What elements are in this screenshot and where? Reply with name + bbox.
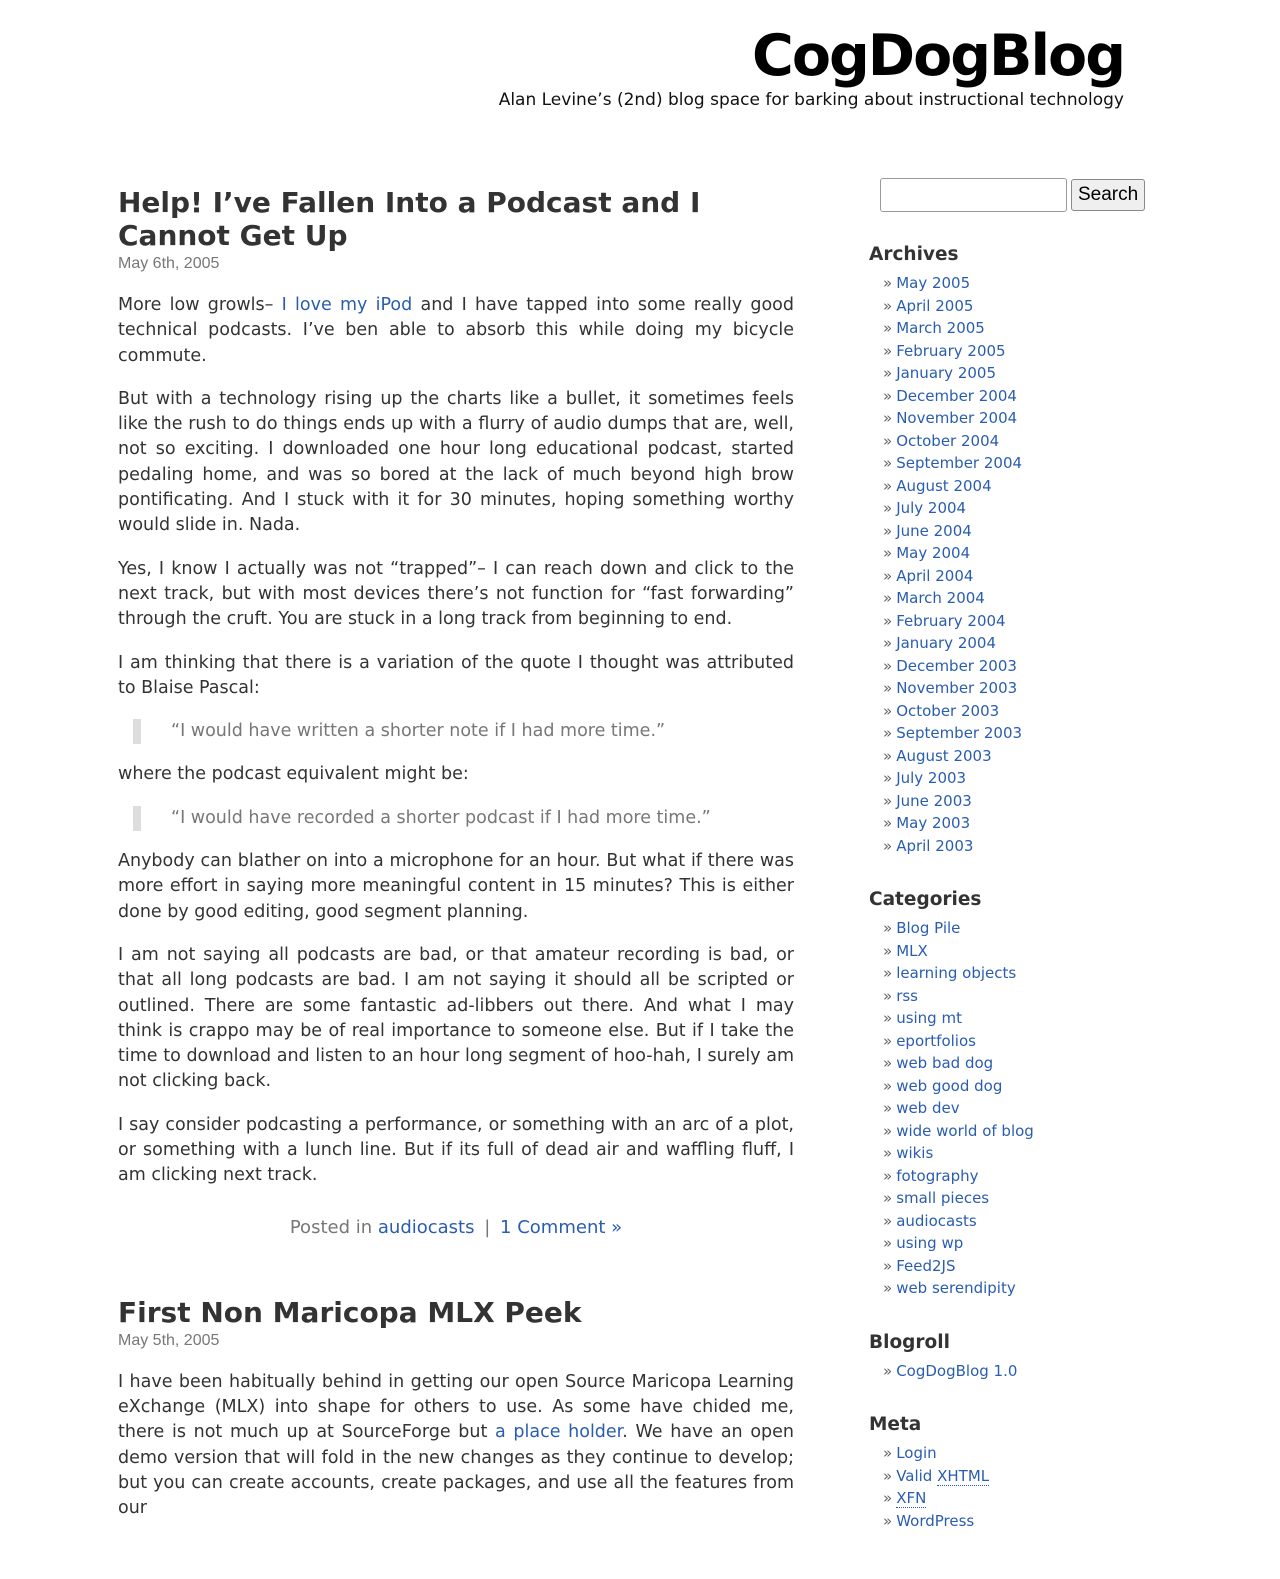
bullet-glyph: » — [883, 1489, 893, 1507]
category-item-link[interactable]: audiocasts — [896, 1211, 977, 1230]
bullet-glyph: » — [883, 791, 893, 810]
category-item-link[interactable]: wikis — [896, 1144, 934, 1162]
archives-list — [869, 272, 1169, 857]
post-entry — [118, 293, 794, 1189]
category-item — [883, 940, 1169, 963]
bullet-glyph: » — [883, 679, 893, 697]
blockquote — [133, 806, 794, 831]
valid-label: Valid — [896, 1466, 933, 1485]
category-item — [883, 985, 1169, 1008]
archive-item-link[interactable]: July 2003 — [896, 769, 967, 787]
category-item — [883, 1097, 1169, 1120]
archive-item-link[interactable]: December 2004 — [896, 386, 1017, 405]
bullet-glyph: » — [883, 1009, 893, 1027]
category-item-link[interactable]: fotography — [896, 1166, 979, 1185]
wordpress-link[interactable]: WordPress — [896, 1511, 975, 1530]
post-paragraph: Yes, I know I actually was not “trapped”– I can reach down and click to the next track, but with most devices there’s not function for “fast forwarding” through the cruft. You are stuck in a long track from beginning to end. — [118, 558, 794, 630]
post-paragraph — [118, 1370, 794, 1522]
category-item-link[interactable]: web serendipity — [896, 1279, 1016, 1297]
archive-item — [883, 610, 1169, 633]
archives-heading: Archives — [869, 244, 959, 265]
category-item — [883, 917, 1169, 940]
archive-item-link[interactable]: February 2004 — [896, 611, 1006, 630]
archive-item-link[interactable]: September 2003 — [896, 724, 1023, 742]
bullet-glyph: » — [883, 1361, 893, 1380]
archive-item-link[interactable]: January 2004 — [896, 634, 996, 652]
archive-item — [883, 295, 1169, 318]
archive-item-link[interactable]: September 2004 — [896, 454, 1023, 472]
sidebar — [869, 178, 1169, 1532]
archive-item-link[interactable]: March 2004 — [896, 589, 985, 607]
paragraph-text: I have been habitually behind in getting our open Source Maricopa Learning eXchange (MLX) into shape for others to use. As some have chided me, there is not much up at SourceForge but — [118, 1371, 794, 1443]
post-date: May 5th, 2005 — [118, 1331, 220, 1349]
archive-item-link[interactable]: November 2003 — [896, 679, 1018, 697]
post-title[interactable]: Help! I’ve Fallen Into a Podcast and I Cannot Get Up — [118, 186, 701, 252]
bullet-glyph: » — [883, 769, 893, 787]
bullet-glyph: » — [883, 701, 893, 720]
category-item — [883, 962, 1169, 985]
category-item-link[interactable]: learning objects — [896, 964, 1017, 982]
bullet-glyph: » — [883, 1054, 893, 1072]
bullet-glyph: » — [883, 1031, 893, 1050]
post-meta — [118, 1217, 794, 1238]
archive-item — [883, 565, 1169, 588]
bullet-glyph: » — [883, 1211, 893, 1230]
bullet-glyph: » — [883, 986, 893, 1005]
xfn-link[interactable] — [896, 1489, 926, 1508]
archive-item — [883, 722, 1169, 745]
post-paragraph — [118, 293, 794, 369]
post-paragraph: Anybody can blather on into a microphone for an hour. But what if there was more effort in saying more meaningful content in 15 minutes? This is either done by good editing, good segment planning. — [118, 851, 794, 922]
archive-item — [883, 475, 1169, 498]
category-item — [883, 1255, 1169, 1278]
posted-in-label: Posted in — [289, 1216, 373, 1238]
paragraph-text: and I have tapped into some really good technical podcasts. I’ve ben able to absorb this while doing my bicycle commute. — [118, 295, 795, 366]
category-item — [883, 1030, 1169, 1053]
bullet-glyph: » — [883, 814, 893, 832]
category-item-link[interactable]: wide world of blog — [896, 1121, 1034, 1140]
bullet-glyph: » — [883, 1466, 893, 1485]
bullet-glyph: » — [883, 836, 893, 855]
bullet-glyph: » — [883, 964, 893, 982]
post-paragraph: where the podcast equivalent might be: — [118, 764, 469, 785]
login-link[interactable]: Login — [896, 1444, 937, 1462]
archive-item — [883, 767, 1169, 790]
valid-xhtml-link[interactable] — [896, 1467, 989, 1486]
post-paragraph: I say consider podcasting a performance, or something with an arc of a plot, or something with a lunch line. But if its full of dead air and waffling fluff, I am clicking next track. — [118, 1114, 794, 1186]
bullet-glyph: » — [883, 611, 893, 630]
post-entry — [118, 1370, 794, 1522]
category-item — [883, 1277, 1169, 1300]
archives-widget — [869, 242, 1169, 857]
bullet-glyph: » — [883, 454, 893, 472]
archive-item-link[interactable]: August 2003 — [896, 746, 992, 765]
archive-item — [883, 700, 1169, 723]
archive-item — [883, 587, 1169, 610]
meta-heading: Meta — [869, 1414, 922, 1435]
category-item-link[interactable]: eportfolios — [896, 1031, 976, 1050]
meta-widget — [869, 1412, 1169, 1532]
blog-tagline: Alan Levine’s (2nd) blog space for barking about instructional technology — [498, 90, 1124, 110]
archive-item — [883, 407, 1169, 430]
bullet-glyph: » — [883, 341, 893, 360]
bullet-glyph: » — [883, 1189, 893, 1207]
bullet-glyph: » — [883, 476, 893, 495]
bullet-glyph: » — [883, 499, 893, 517]
archive-item — [883, 497, 1169, 520]
blockquote — [133, 719, 794, 744]
category-item — [883, 1232, 1169, 1255]
bullet-glyph: » — [883, 274, 893, 292]
archive-item-link[interactable]: October 2004 — [896, 431, 1000, 450]
categories-widget — [869, 887, 1169, 1300]
site-header — [0, 0, 1280, 130]
archive-item — [883, 362, 1169, 385]
category-item-link[interactable]: web bad dog — [896, 1054, 994, 1072]
archive-item-link[interactable]: June 2004 — [896, 521, 972, 540]
archive-item — [883, 632, 1169, 655]
bullet-glyph: » — [883, 1144, 893, 1162]
bullet-glyph: » — [883, 919, 893, 937]
meta-item — [883, 1442, 1169, 1465]
post-paragraph: I am not saying all podcasts are bad, or that amateur recording is bad, or that all long podcasts are bad. I am not saying it should all be scripted or outlined. There are some fantastic ad-libbers out there. And what I may think is crappo may be of real importance to someone else. But if I take the time to download and listen to an hour long segment of hoo-hah, I surely am not clicking back. — [118, 944, 794, 1092]
category-item-link[interactable]: using wp — [896, 1234, 964, 1252]
bullet-glyph: » — [883, 1256, 893, 1275]
meta-item — [883, 1487, 1169, 1510]
category-item-link[interactable]: small pieces — [896, 1189, 990, 1207]
blogroll-heading: Blogroll — [869, 1331, 950, 1353]
bullet-glyph: » — [883, 1121, 893, 1140]
category-link[interactable]: audiocasts — [377, 1216, 475, 1238]
bullet-glyph: » — [883, 589, 893, 607]
post-title[interactable]: First Non Maricopa MLX Peek — [118, 1295, 582, 1329]
category-item — [883, 1120, 1169, 1143]
post-paragraph: But with a technology rising up the charts like a bullet, it sometimes feels like the rush to do things ends up with a flurry of audio dumps that are, well, not so exciting. I downloaded one hour long educational podcast, started pedaling home, and was so bored at the lack of much beyond high brow pontificating. And I stuck with it for 30 minutes, hoping something worthy would slide in. Nada. — [118, 388, 794, 536]
archive-item-link[interactable]: November 2004 — [896, 409, 1018, 427]
meta-item — [883, 1510, 1169, 1533]
quote-text: “I would have recorded a shorter podcast if I had more time.” — [171, 807, 711, 828]
archive-item-link[interactable]: May 2004 — [896, 544, 971, 562]
archive-item — [883, 452, 1169, 475]
category-item — [883, 1165, 1169, 1188]
archive-item-link[interactable]: April 2005 — [896, 296, 974, 315]
paragraph-text: More low growls– — [118, 295, 282, 315]
archive-item — [883, 745, 1169, 768]
category-item — [883, 1075, 1169, 1098]
place-holder-link[interactable]: a place holder — [495, 1422, 623, 1443]
quote-text: “I would have written a shorter note if I had more time.” — [171, 721, 666, 742]
xhtml-abbr: XHTML — [937, 1466, 990, 1485]
bullet-glyph: » — [883, 364, 893, 382]
blogroll-item-link[interactable]: CogDogBlog 1.0 — [896, 1361, 1018, 1380]
bullet-glyph: » — [883, 656, 893, 675]
category-item-link[interactable]: web good dog — [896, 1076, 1003, 1095]
bullet-glyph: » — [883, 1444, 893, 1462]
category-item — [883, 1142, 1169, 1165]
bullet-glyph: » — [883, 746, 893, 765]
archive-item — [883, 520, 1169, 543]
search-form — [880, 178, 1169, 212]
post — [118, 186, 794, 1238]
bullet-glyph: » — [883, 634, 893, 652]
main-content — [118, 186, 794, 1579]
category-item-link[interactable]: web dev — [896, 1099, 960, 1117]
blogroll-item — [883, 1360, 1169, 1383]
bullet-glyph: » — [883, 1076, 893, 1095]
bullet-glyph: » — [883, 1234, 893, 1252]
bullet-glyph: » — [883, 1166, 893, 1185]
archive-item-link[interactable]: August 2004 — [896, 476, 992, 495]
bullet-glyph: » — [883, 409, 893, 427]
bullet-glyph: » — [883, 386, 893, 405]
bullet-glyph: » — [883, 431, 893, 450]
archive-item-link[interactable]: December 2003 — [896, 656, 1017, 675]
archive-item-link[interactable]: October 2003 — [896, 701, 1000, 720]
category-item-link[interactable]: using mt — [896, 1009, 962, 1027]
archive-item-link[interactable]: April 2003 — [896, 836, 974, 855]
categories-list — [869, 917, 1169, 1300]
archive-item-link[interactable]: April 2004 — [896, 566, 974, 585]
category-item-link[interactable]: Feed2JS — [896, 1256, 956, 1275]
bullet-glyph: » — [883, 1511, 893, 1530]
archive-item — [883, 835, 1169, 858]
archive-item — [883, 655, 1169, 678]
archive-item — [883, 677, 1169, 700]
bullet-glyph: » — [883, 1099, 893, 1117]
archive-item — [883, 542, 1169, 565]
archive-item — [883, 385, 1169, 408]
archive-item-link[interactable]: June 2003 — [896, 791, 972, 810]
archive-item — [883, 340, 1169, 363]
category-item-link[interactable]: Blog Pile — [896, 919, 961, 937]
paragraph-text: . We have an open demo version that will fold in the new changes as they continue to develop; but you can create accounts, create packages, and use all the features from our — [118, 1422, 794, 1519]
meta-separator: | — [484, 1216, 491, 1238]
bullet-glyph: » — [883, 566, 893, 585]
bullet-glyph: » — [883, 544, 893, 562]
xfn-abbr: XFN — [896, 1489, 927, 1507]
archive-item-link[interactable]: January 2005 — [896, 364, 996, 382]
meta-list — [869, 1442, 1169, 1532]
bullet-glyph: » — [883, 724, 893, 742]
blogroll-widget — [869, 1330, 1169, 1383]
post — [118, 1296, 794, 1522]
archive-item — [883, 317, 1169, 340]
search-input[interactable] — [880, 178, 1067, 212]
archive-item-link[interactable]: March 2005 — [896, 319, 985, 337]
bullet-glyph: » — [883, 296, 893, 315]
search-button[interactable]: Search — [1071, 179, 1145, 211]
meta-item — [883, 1465, 1169, 1488]
bullet-glyph: » — [883, 521, 893, 540]
bullet-glyph: » — [883, 941, 893, 960]
comments-link[interactable]: 1 Comment » — [500, 1216, 623, 1238]
ipod-link[interactable]: I love my iPod — [281, 295, 413, 315]
archive-item-link[interactable]: May 2005 — [896, 274, 971, 292]
post-date: May 6th, 2005 — [118, 255, 220, 272]
category-item-link[interactable]: rss — [896, 986, 918, 1005]
category-item — [883, 1052, 1169, 1075]
category-item-link[interactable]: MLX — [896, 941, 928, 960]
archive-item — [883, 430, 1169, 453]
categories-heading: Categories — [869, 889, 982, 910]
blog-title[interactable]: CogDogBlog — [751, 23, 1124, 89]
archive-item — [883, 272, 1169, 295]
archive-item-link[interactable]: May 2003 — [896, 814, 971, 832]
bullet-glyph: » — [883, 319, 893, 337]
category-item — [883, 1007, 1169, 1030]
archive-item-link[interactable]: July 2004 — [896, 499, 967, 517]
archive-item — [883, 812, 1169, 835]
category-item — [883, 1187, 1169, 1210]
archive-item-link[interactable]: February 2005 — [896, 341, 1006, 360]
blogroll-list — [869, 1360, 1169, 1383]
archive-item — [883, 790, 1169, 813]
category-item — [883, 1210, 1169, 1233]
post-paragraph: I am thinking that there is a variation of the quote I thought was attributed to Blaise Pascal: — [118, 652, 794, 698]
bullet-glyph: » — [883, 1279, 893, 1297]
